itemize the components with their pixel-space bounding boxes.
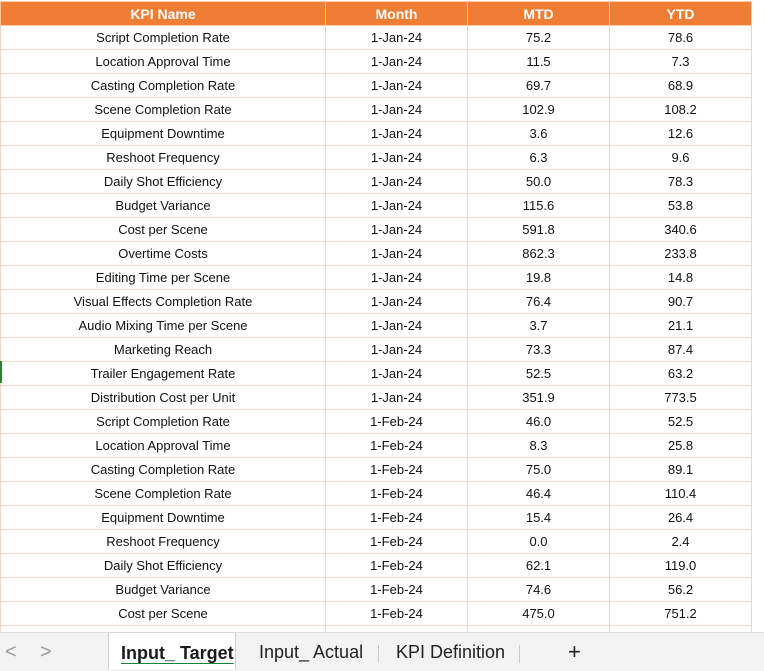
mtd-cell[interactable]: 15.4 (468, 506, 610, 530)
tab-kpi-definition[interactable]: KPI Definition (396, 642, 506, 662)
table-row (1, 434, 752, 458)
ytd-cell[interactable]: 68.9 (610, 74, 752, 98)
mtd-cell[interactable]: 8.3 (468, 434, 610, 458)
kpi-name-cell[interactable]: Script Completion Rate (1, 410, 326, 434)
tab-input-actual[interactable]: Input_ Actual (259, 642, 364, 662)
ytd-cell[interactable]: 14.8 (610, 266, 752, 290)
kpi-name-cell[interactable]: Casting Completion Rate (1, 74, 326, 98)
month-cell[interactable]: 1-Jan-24 (326, 338, 468, 362)
table-row (1, 266, 752, 290)
ytd-cell[interactable]: 2.4 (610, 530, 752, 554)
mtd-cell[interactable]: 50.0 (468, 170, 610, 194)
month-cell[interactable]: 1-Jan-24 (326, 386, 468, 410)
ytd-cell[interactable]: 21.1 (610, 314, 752, 338)
table-row (1, 314, 752, 338)
kpi-name-cell[interactable]: Scene Completion Rate (1, 98, 326, 122)
ytd-cell[interactable]: 340.6 (610, 218, 752, 242)
ytd-cell[interactable]: 9.6 (610, 146, 752, 170)
ytd-cell[interactable]: 7.3 (610, 50, 752, 74)
kpi-name-cell[interactable]: Distribution Cost per Unit (1, 386, 326, 410)
table-row (1, 338, 752, 362)
mtd-cell[interactable]: 75.0 (468, 458, 610, 482)
mtd-cell[interactable]: 69.7 (468, 74, 610, 98)
mtd-cell[interactable]: 102.9 (468, 98, 610, 122)
kpi-name-cell[interactable]: Daily Shot Efficiency (1, 554, 326, 578)
month-cell[interactable]: 1-Jan-24 (326, 98, 468, 122)
kpi-name-cell[interactable]: Scene Completion Rate (1, 482, 326, 506)
month-cell[interactable]: 1-Jan-24 (326, 170, 468, 194)
month-cell[interactable]: 1-Jan-24 (326, 362, 468, 386)
ytd-cell[interactable]: 773.5 (610, 386, 752, 410)
mtd-cell[interactable]: 351.9 (468, 386, 610, 410)
mtd-cell[interactable]: 74.6 (468, 578, 610, 602)
ytd-cell[interactable]: 63.2 (610, 362, 752, 386)
kpi-name-cell[interactable]: Trailer Engagement Rate (1, 362, 326, 386)
add-sheet-plus-icon[interactable]: + (568, 639, 581, 664)
month-cell[interactable]: 1-Feb-24 (326, 434, 468, 458)
mtd-cell[interactable]: 11.5 (468, 50, 610, 74)
mtd-cell[interactable]: 76.4 (468, 290, 610, 314)
header-row (1, 2, 752, 26)
ytd-cell[interactable]: 26.4 (610, 506, 752, 530)
tab-input-target[interactable] (108, 633, 236, 669)
kpi-name-cell[interactable]: Editing Time per Scene (1, 266, 326, 290)
table-row (1, 386, 752, 410)
table-row (1, 482, 752, 506)
month-cell[interactable]: 1-Feb-24 (326, 458, 468, 482)
month-cell[interactable]: 1-Jan-24 (326, 146, 468, 170)
month-cell[interactable]: 1-Jan-24 (326, 314, 468, 338)
header-month[interactable]: Month (326, 2, 468, 26)
ytd-cell[interactable]: 87.4 (610, 338, 752, 362)
mtd-cell[interactable]: 62.1 (468, 554, 610, 578)
kpi-name-cell[interactable]: Reshoot Frequency (1, 146, 326, 170)
ytd-cell[interactable]: 12.6 (610, 122, 752, 146)
month-cell[interactable]: 1-Jan-24 (326, 194, 468, 218)
month-cell[interactable]: 1-Jan-24 (326, 26, 468, 50)
table-row (1, 146, 752, 170)
month-cell[interactable]: 1-Feb-24 (326, 482, 468, 506)
kpi-name-cell[interactable]: Casting Completion Rate (1, 458, 326, 482)
mtd-cell[interactable]: 862.3 (468, 242, 610, 266)
table-row (1, 362, 752, 386)
table-row (1, 530, 752, 554)
mtd-cell[interactable]: 46.4 (468, 482, 610, 506)
ytd-cell[interactable]: 56.2 (610, 578, 752, 602)
mtd-cell[interactable]: 52.5 (468, 362, 610, 386)
mtd-cell[interactable]: 475.0 (468, 602, 610, 626)
table-row (1, 194, 752, 218)
ytd-cell[interactable]: 90.7 (610, 290, 752, 314)
kpi-name-cell[interactable]: Location Approval Time (1, 434, 326, 458)
month-cell[interactable]: 1-Feb-24 (326, 602, 468, 626)
month-cell[interactable]: 1-Feb-24 (326, 554, 468, 578)
header-kpi-name[interactable]: KPI Name (1, 2, 326, 26)
month-cell[interactable]: 1-Feb-24 (326, 578, 468, 602)
ytd-cell[interactable]: 89.1 (610, 458, 752, 482)
month-cell[interactable]: 1-Jan-24 (326, 50, 468, 74)
row-selection-marker (0, 361, 2, 383)
table-row (1, 410, 752, 434)
kpi-name-cell[interactable]: Visual Effects Completion Rate (1, 290, 326, 314)
mtd-cell[interactable]: 73.3 (468, 338, 610, 362)
ytd-cell[interactable]: 52.5 (610, 410, 752, 434)
ytd-cell[interactable]: 110.4 (610, 482, 752, 506)
table-row (1, 458, 752, 482)
table-row (1, 122, 752, 146)
mtd-cell[interactable]: 46.0 (468, 410, 610, 434)
mtd-cell[interactable]: 75.2 (468, 26, 610, 50)
mtd-cell[interactable]: 6.3 (468, 146, 610, 170)
kpi-name-cell[interactable]: Audio Mixing Time per Scene (1, 314, 326, 338)
header-mtd[interactable]: MTD (468, 2, 610, 26)
table-row (1, 578, 752, 602)
kpi-name-cell[interactable]: Cost per Scene (1, 218, 326, 242)
ytd-cell[interactable]: 233.8 (610, 242, 752, 266)
mtd-cell[interactable]: 19.8 (468, 266, 610, 290)
kpi-table (0, 1, 752, 650)
kpi-name-cell[interactable]: Budget Variance (1, 194, 326, 218)
table-row (1, 602, 752, 626)
month-cell[interactable]: 1-Feb-24 (326, 530, 468, 554)
mtd-cell[interactable]: 3.7 (468, 314, 610, 338)
month-cell[interactable]: 1-Jan-24 (326, 266, 468, 290)
kpi-name-cell[interactable]: Equipment Downtime (1, 122, 326, 146)
kpi-name-cell[interactable]: Location Approval Time (1, 50, 326, 74)
mtd-cell[interactable]: 115.6 (468, 194, 610, 218)
ytd-cell[interactable]: 119.0 (610, 554, 752, 578)
table-row (1, 98, 752, 122)
ytd-cell[interactable]: 108.2 (610, 98, 752, 122)
table-row (1, 170, 752, 194)
table-row (1, 554, 752, 578)
sheet-tab-bar (0, 632, 764, 671)
month-cell[interactable]: 1-Jan-24 (326, 218, 468, 242)
mtd-cell[interactable]: 3.6 (468, 122, 610, 146)
next-sheet-chevron-right-icon[interactable]: > (40, 641, 52, 663)
header-ytd[interactable]: YTD (610, 2, 752, 26)
month-cell[interactable]: 1-Jan-24 (326, 74, 468, 98)
month-cell[interactable]: 1-Feb-24 (326, 410, 468, 434)
kpi-name-cell[interactable]: Overtime Costs (1, 242, 326, 266)
tab-input-target-label: Input_ Target (121, 643, 234, 663)
ytd-cell[interactable]: 751.2 (610, 602, 752, 626)
table-row (1, 506, 752, 530)
table-row (1, 26, 752, 50)
table-row (1, 218, 752, 242)
ytd-cell[interactable]: 78.3 (610, 170, 752, 194)
table-row (1, 242, 752, 266)
kpi-name-cell[interactable]: Daily Shot Efficiency (1, 170, 326, 194)
kpi-name-cell[interactable]: Equipment Downtime (1, 506, 326, 530)
table-row (1, 74, 752, 98)
month-cell[interactable]: 1-Jan-24 (326, 242, 468, 266)
ytd-cell[interactable]: 53.8 (610, 194, 752, 218)
kpi-name-cell[interactable]: Marketing Reach (1, 338, 326, 362)
kpi-name-cell[interactable]: Budget Variance (1, 578, 326, 602)
kpi-name-cell[interactable]: Reshoot Frequency (1, 530, 326, 554)
kpi-name-cell[interactable]: Cost per Scene (1, 602, 326, 626)
month-cell[interactable]: 1-Jan-24 (326, 122, 468, 146)
month-cell[interactable]: 1-Jan-24 (326, 290, 468, 314)
ytd-cell[interactable]: 25.8 (610, 434, 752, 458)
ytd-cell[interactable]: 78.6 (610, 26, 752, 50)
month-cell[interactable]: 1-Feb-24 (326, 506, 468, 530)
mtd-cell[interactable]: 591.8 (468, 218, 610, 242)
table-row (1, 290, 752, 314)
tab-divider (519, 645, 520, 663)
prev-sheet-chevron-left-icon[interactable]: < (5, 641, 17, 663)
table-row (1, 50, 752, 74)
mtd-cell[interactable]: 0.0 (468, 530, 610, 554)
tab-divider (378, 645, 379, 663)
kpi-name-cell[interactable]: Script Completion Rate (1, 26, 326, 50)
